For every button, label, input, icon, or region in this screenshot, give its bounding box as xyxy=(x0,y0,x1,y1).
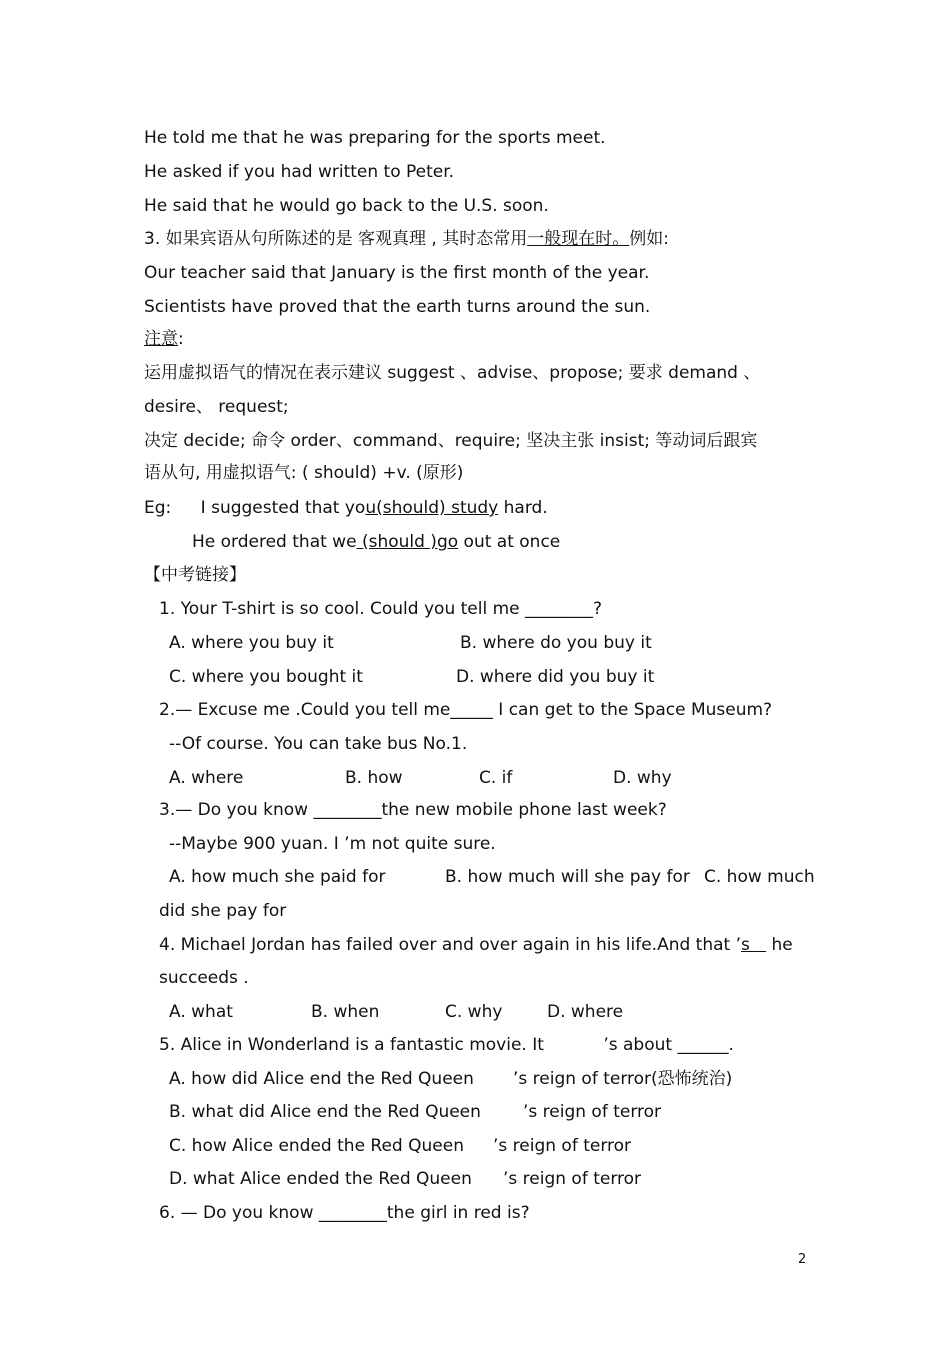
page-number: 2 xyxy=(798,1252,807,1267)
note-heading xyxy=(144,328,184,350)
option-c: C. why xyxy=(445,1002,503,1022)
note-colon: : xyxy=(178,329,184,349)
question-stem-continued: succeeds . xyxy=(159,968,249,988)
option-c: C. how Alice ended the Red Queen xyxy=(169,1136,464,1156)
rule-3-suffix: 例如: xyxy=(629,229,669,249)
example-sentence: He asked if you had written to Peter. xyxy=(144,162,455,182)
option-d: D. where xyxy=(547,1002,624,1022)
option-a: A. how did Alice end the Red Queen xyxy=(169,1069,474,1089)
option-b: B. how much will she pay for xyxy=(445,867,690,887)
question-stem-text: 4. Michael Jordan has failed over and over again in his life.And that ’ xyxy=(159,935,742,955)
eg-underlined: u(should) study xyxy=(365,498,499,518)
option-a: A. how much she paid for xyxy=(169,867,386,887)
example-sentence: Our teacher said that January is the first month of the year. xyxy=(144,263,650,283)
option-b: B. how xyxy=(345,768,403,788)
eg-text: hard. xyxy=(498,498,548,518)
question-stem-text: he xyxy=(766,935,793,955)
example-sentence: Scientists have proved that the earth turns around the sun. xyxy=(144,297,651,317)
example-sentence: He said that he would go back to the U.S. soon. xyxy=(144,196,549,216)
eg-label: Eg: xyxy=(144,498,172,518)
note-line: 决定 decide; 命令 order、command、require; 坚决主张 insist; 等动词后跟宾 xyxy=(144,431,758,451)
question-reply: --Of course. You can take bus No.1. xyxy=(169,734,468,754)
option-b: B. where do you buy it xyxy=(460,633,652,653)
question-reply: --Maybe 900 yuan. I ’m not quite sure. xyxy=(169,834,496,854)
rule-3 xyxy=(144,228,669,250)
question-stem xyxy=(159,934,793,956)
option-a-tail: ’s reign of terror(恐怖统治) xyxy=(513,1069,733,1089)
note-line: 语从句, 用虚拟语气: ( should) +v. (原形) xyxy=(144,463,464,483)
option-c: C. where you bought it xyxy=(169,667,363,687)
option-b-tail: ’s reign of terror xyxy=(523,1102,662,1122)
question-stem: 2.— Excuse me .Could you tell me_____ I can get to the Space Museum? xyxy=(159,700,773,720)
option-d: D. what Alice ended the Red Queen xyxy=(169,1169,472,1189)
question-stem: 5. Alice in Wonderland is a fantastic movie. It ’s about ______. xyxy=(159,1035,734,1055)
option-c-tail: ’s reign of terror xyxy=(493,1136,632,1156)
eg-example-2 xyxy=(192,531,560,553)
option-d: D. why xyxy=(613,768,672,788)
option-d: D. where did you buy it xyxy=(456,667,655,687)
note-line: desire、 request; xyxy=(144,397,289,417)
eg-text: out at once xyxy=(458,532,561,552)
option-a: A. where you buy it xyxy=(169,633,334,653)
example-sentence: He told me that he was preparing for the sports meet. xyxy=(144,128,606,148)
eg-underlined: (should )go xyxy=(356,532,459,552)
option-c-continued: did she pay for xyxy=(159,901,287,921)
note-line: 运用虚拟语气的情况在表示建议 suggest 、advise、propose; 要求 demand 、 xyxy=(144,363,761,383)
eg-text: I suggested that yo xyxy=(200,498,366,518)
option-a: A. what xyxy=(169,1002,233,1022)
question-stem: 6. — Do you know ________the girl in red is? xyxy=(159,1203,530,1223)
note-label: 注意 xyxy=(144,329,178,349)
option-d-tail: ’s reign of terror xyxy=(503,1169,642,1189)
option-c: C. how much xyxy=(704,867,815,887)
option-b: B. what did Alice end the Red Queen xyxy=(169,1102,481,1122)
question-stem: 3.— Do you know ________the new mobile phone last week? xyxy=(159,800,667,820)
rule-3-text: 3. 如果宾语从句所陈述的是 客观真理 , 其时态常用 xyxy=(144,229,528,249)
option-c: C. if xyxy=(479,768,513,788)
rule-3-underlined: 一般现在时。 xyxy=(527,229,630,249)
eg-text: He ordered that we xyxy=(192,532,357,552)
option-b: B. when xyxy=(311,1002,380,1022)
eg-example-1 xyxy=(144,497,548,519)
question-blank: s xyxy=(741,935,767,955)
question-stem: 1. Your T-shirt is so cool. Could you tell me ________? xyxy=(159,599,603,619)
option-a: A. where xyxy=(169,768,244,788)
section-title: 【中考链接】 xyxy=(144,565,246,585)
